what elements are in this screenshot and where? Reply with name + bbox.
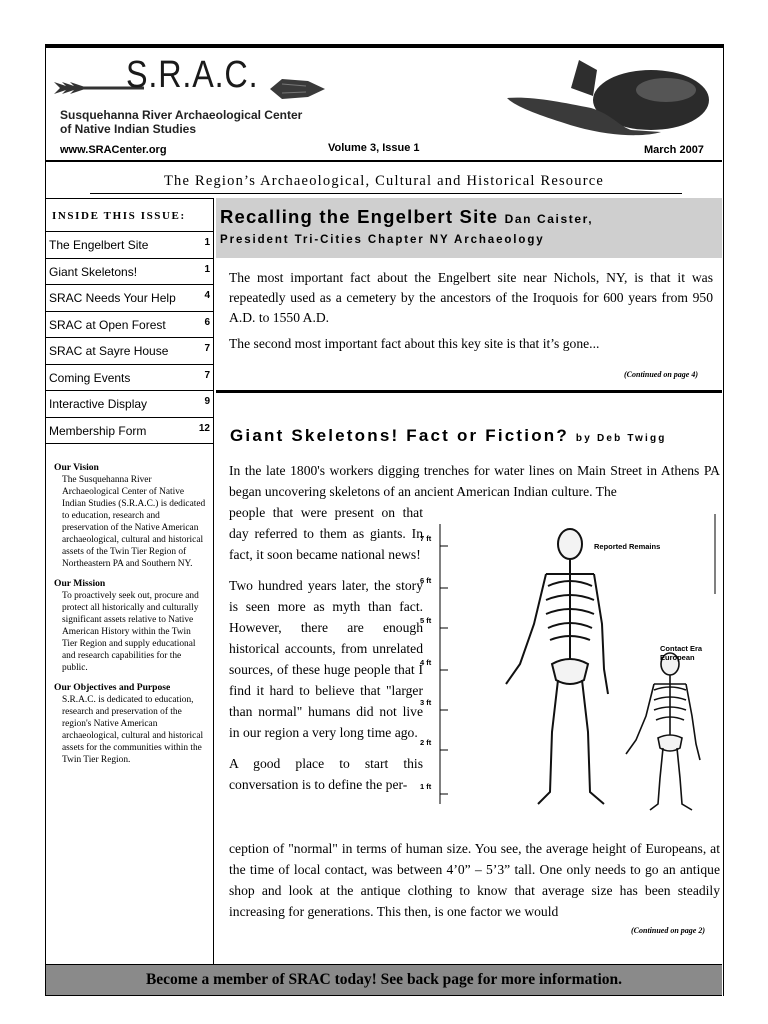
article1-subtitle: President Tri-Cities Chapter NY Archaeology (220, 234, 545, 246)
article2-byline: by Deb Twigg (575, 433, 667, 444)
article1-paragraph: The most important fact about the Engelbert site near Nichols, NY, is that it was repeatedly used as a cemetery by the ancestors of the Iroquois for 600 years from 950 A.D. to 1550 A.D. (229, 270, 713, 325)
mission-text: To proactively seek out, procure and protect all historically and culturally significant assets relative to Native American History within the Twin Tier Region and supply educational and research capabilities for the public. (62, 591, 199, 673)
vision-heading: Our Vision (54, 462, 99, 473)
stone-artifact-icon (501, 52, 716, 144)
sidebar (46, 198, 214, 965)
article1-paragraph: The second most important fact about this key site is that it’s gone... (229, 336, 600, 351)
scale-label: 3 ft (420, 698, 432, 707)
toc-item[interactable]: Giant Skeletons! 1 (46, 259, 214, 286)
vision-text: The Susquehanna River Archaeological Center of Native Indian Studies (S.R.A.C.) is dedicated to education, research and preservation of the Native American archaeological, cultural and historical assets of the Twin Tier Region of Northeastern PA and Southern NY. (62, 475, 206, 569)
article2-title: Giant Skeletons! Fact or Fiction? by Deb Twigg (230, 426, 667, 445)
toc-item[interactable]: SRAC Needs Your Help 4 (46, 285, 214, 312)
scale-label: 5 ft (420, 616, 432, 625)
article2-paragraph: people that were present on that day referred to them as giants. In fact, it soon became national news! (229, 505, 423, 562)
mission-heading: Our Mission (54, 578, 106, 589)
objectives-heading: Our Objectives and Purpose (54, 682, 171, 693)
scale-label: 7 ft (420, 534, 432, 543)
article1-byline: Dan Caister, (504, 212, 594, 226)
article2-intro: In the late 1800's workers digging trenches for water lines on Main Street in Athens PA began uncovering skeletons of an ancient American Indian culture. The (229, 463, 720, 499)
article-divider (216, 390, 722, 393)
article2-paragraph: A good place to start this conversation is to define the per- (229, 756, 423, 792)
arrowhead-icon (268, 76, 326, 102)
masthead (46, 48, 722, 166)
article2-column (229, 502, 423, 805)
article2-continued[interactable]: (Continued on page 2) (631, 926, 706, 935)
article2-paragraph: Two hundred years later, the story is seen more as myth than fact. However, there are enough historical accounts, from unrelated sources, of these huge people that I find it hard to believe that "larger than normal" humans did not live in our region a very long time ago. (229, 578, 423, 740)
scale-label: 2 ft (420, 738, 432, 747)
skeleton-comparison-figure (420, 504, 722, 819)
tagline-rule (90, 193, 682, 194)
toc-item[interactable]: Interactive Display 9 (46, 391, 214, 418)
mission-notes (54, 462, 208, 766)
scale-label: 4 ft (420, 658, 432, 667)
toc-item[interactable]: Coming Events 7 (46, 365, 214, 392)
article1-body (229, 268, 713, 360)
article2-continuation: ception of "normal" in terms of human size. You see, the average height of Europeans, at the time of local contact, was between 4’0” – 5’3” tall. One only needs to go an antique shop and look at the antique clothing to know that average size has been steadily increasing for generations. This then, is one factor we would (229, 841, 720, 919)
toc-item[interactable]: Membership Form 12 (46, 418, 214, 445)
table-of-contents (46, 232, 214, 444)
inside-this-issue-heading: INSIDE THIS ISSUE: (46, 198, 214, 232)
issue-date: March 2007 (644, 144, 704, 156)
toc-item[interactable]: The Engelbert Site 1 (46, 232, 214, 259)
issue-volume: Volume 3, Issue 1 (328, 142, 420, 154)
header-rule (46, 160, 722, 162)
org-name: Susquehanna River Archaeological Center of Native Indian Studies (60, 108, 303, 136)
objectives-text: S.R.A.C. is dedicated to education, research and preservation of the region's Native American archaeological, cultural and historical assets for the communities within the Twin Tier Region. (62, 695, 204, 765)
membership-banner[interactable]: Become a member of SRAC today! See back page for more information. (46, 964, 722, 996)
toc-item[interactable]: SRAC at Sayre House 7 (46, 338, 214, 365)
logo-wordmark: S.R.A.C. (126, 54, 259, 96)
article1-continued[interactable]: (Continued on page 4) (624, 370, 699, 379)
newsletter-page (45, 44, 724, 996)
scale-label: 6 ft (420, 576, 432, 585)
article1-title: Recalling the Engelbert Site Dan Caister, (220, 206, 594, 227)
scale-label: 1 ft (420, 782, 432, 791)
toc-item[interactable]: SRAC at Open Forest 6 (46, 312, 214, 339)
article1-header (216, 198, 722, 258)
figure-label-contact: Contact Era European (660, 644, 703, 662)
figure-label-reported: Reported Remains (594, 542, 661, 551)
tagline: The Region’s Archaeological, Cultural and Historical Resource (163, 173, 605, 189)
website-link[interactable]: www.SRACenter.org (60, 144, 167, 156)
